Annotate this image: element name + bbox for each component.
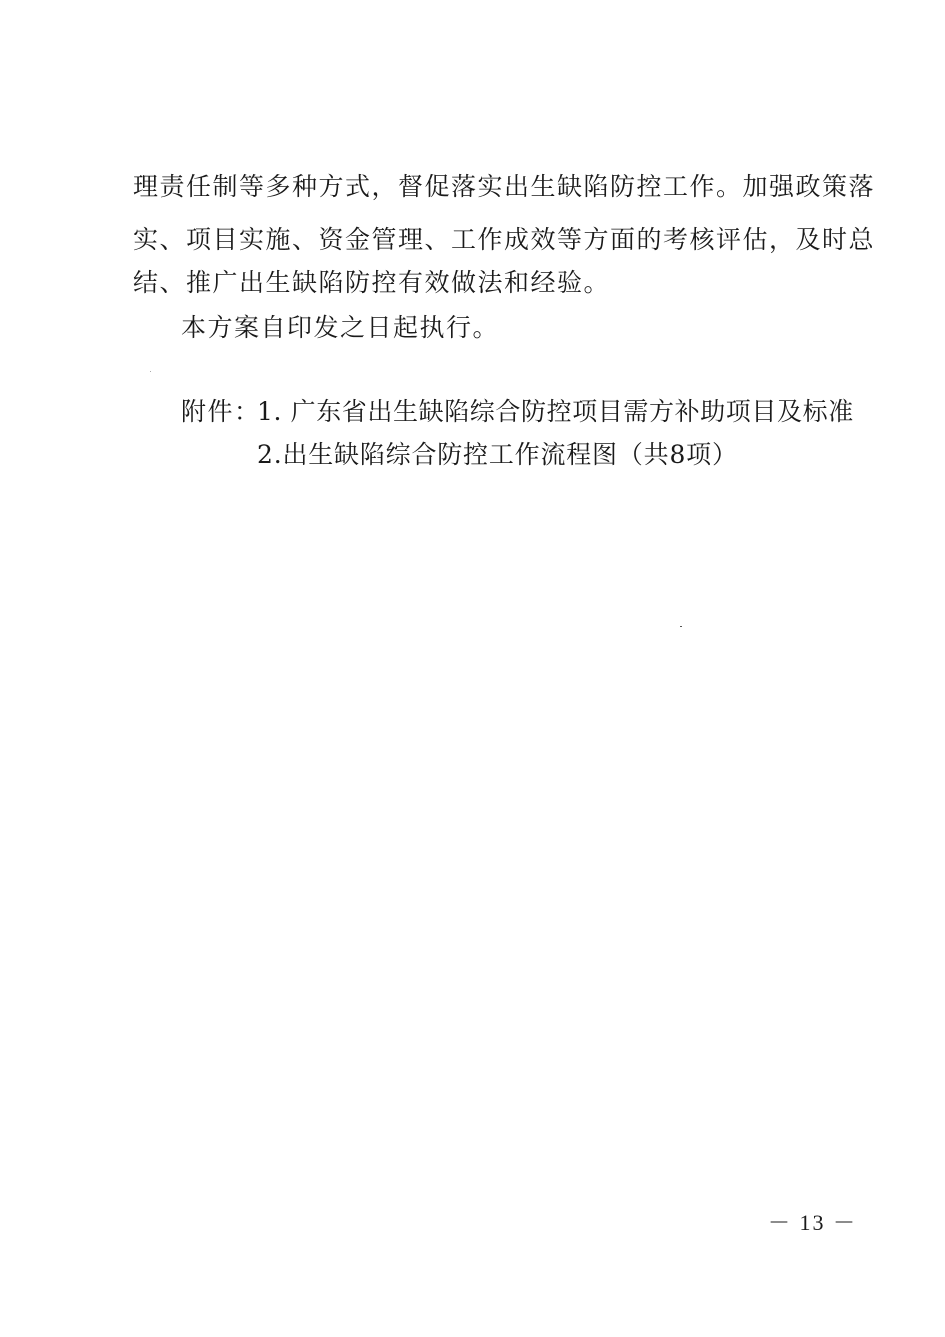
scan-speck (150, 371, 151, 372)
paragraph-line-1: 理责任制等多种方式，督促落实出生缺陷防控工作。加强政策落 (133, 172, 876, 201)
paragraph-line-3: 结、推广出生缺陷防控有效做法和经验。 (133, 268, 611, 297)
attachment-item-2: 2.出生缺陷综合防控工作流程图（共8项） (257, 440, 738, 469)
page-number: － 13 － (768, 1210, 858, 1235)
scan-speck (680, 626, 682, 627)
attachments-label: 附件： (181, 397, 261, 426)
effective-statement: 本方案自印发之日起执行。 (181, 313, 500, 342)
attachment-item-1: 1. 广东省出生缺陷综合防控项目需方补助项目及标准 (257, 397, 854, 426)
paragraph-line-2: 实、项目实施、资金管理、工作成效等方面的考核评估，及时总 (133, 225, 876, 254)
